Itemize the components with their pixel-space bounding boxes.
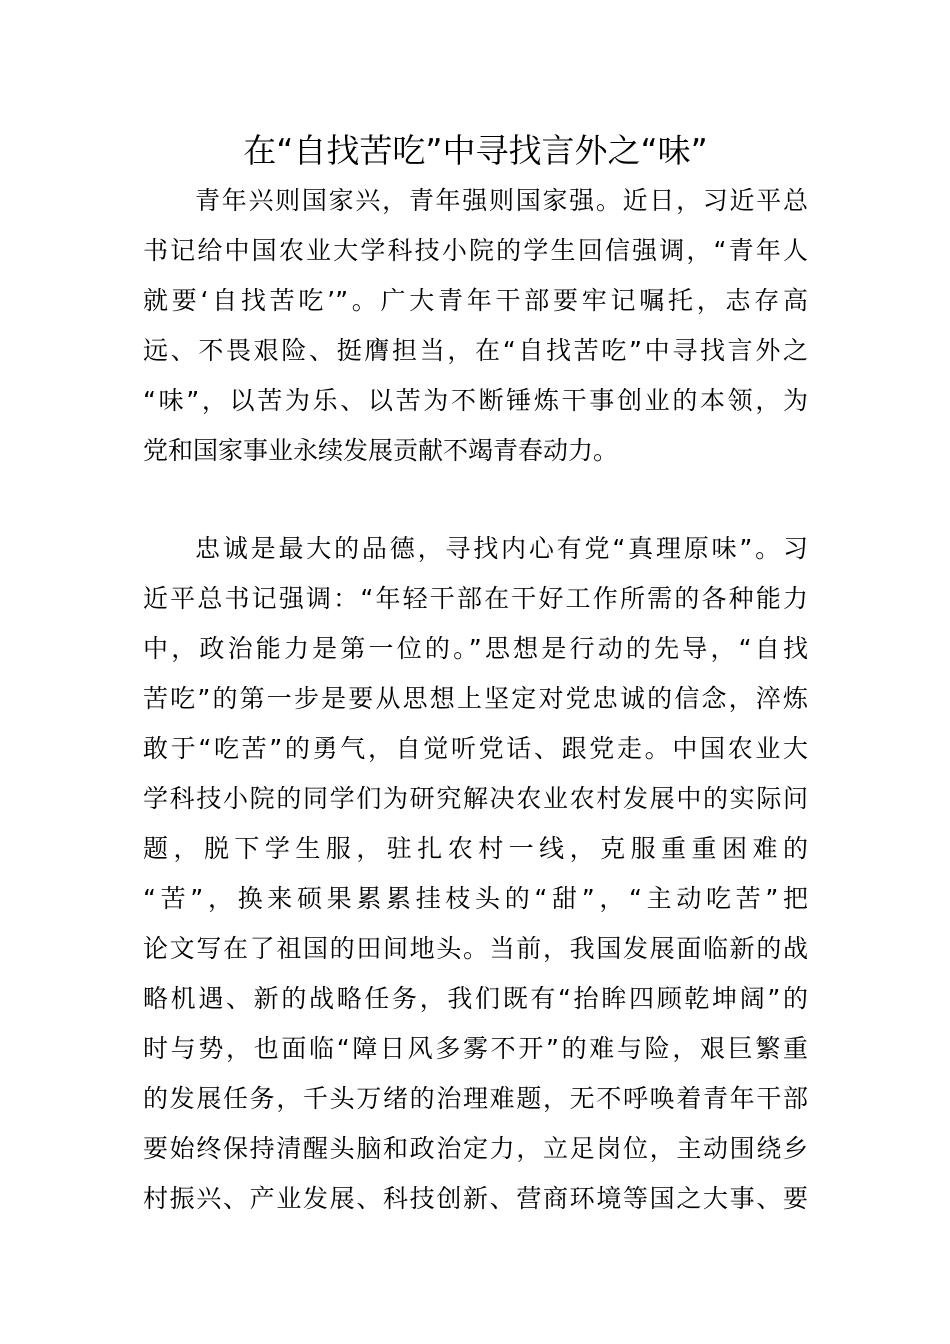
paragraph-1 <box>143 176 808 476</box>
paragraph-line: 题，脱下学生服，驻扎农村一线，克服重重困难的 <box>143 834 808 863</box>
paragraph-line: 远、不畏艰险、挺膺担当，在“自找苦吃”中寻找言外之 <box>143 336 808 365</box>
paragraph-line: 青年兴则国家兴，青年强则国家强。近日，习近平总 <box>195 186 808 215</box>
paragraph-line: 近平总书记强调：“年轻干部在干好工作所需的各种能力 <box>143 584 808 613</box>
paragraph-line: 略机遇、新的战略任务，我们既有“抬眸四顾乾坤阔”的 <box>143 984 808 1013</box>
paragraph-line: 的发展任务，千头万绪的治理难题，无不呼唤着青年干部 <box>143 1084 808 1113</box>
paragraph-line: 论文写在了祖国的田间地头。当前，我国发展面临新的战 <box>143 934 808 963</box>
paragraph-line: 时与势，也面临“障日风多雾不开”的难与险，艰巨繁重 <box>143 1034 808 1063</box>
paragraph-line: 忠诚是最大的品德，寻找内心有党“真理原味”。习 <box>195 534 808 563</box>
paragraph-line: 就要‘自找苦吃’”。广大青年干部要牢记嘱托，志存高 <box>143 286 808 315</box>
paragraph-line: 苦吃”的第一步是要从思想上坚定对党忠诚的信念，淬炼 <box>143 684 808 713</box>
paragraph-line: “味”，以苦为乐、以苦为不断锤炼干事创业的本领，为 <box>143 386 808 415</box>
paragraph-line: 要始终保持清醒头脑和政治定力，立足岗位，主动围绕乡 <box>143 1134 808 1163</box>
paragraph-line: “苦”，换来硕果累累挂枝头的“甜”，“主动吃苦”把 <box>143 884 808 913</box>
paragraph-line: 村振兴、产业发展、科技创新、营商环境等国之大事、要 <box>143 1184 808 1213</box>
paragraph-line: 书记给中国农业大学科技小院的学生回信强调，“青年人 <box>143 236 808 265</box>
paragraph-line: 敢于“吃苦”的勇气，自觉听党话、跟党走。中国农业大 <box>143 734 808 763</box>
paragraph-line: 学科技小院的同学们为研究解决农业农村发展中的实际问 <box>143 784 808 813</box>
paragraph-2 <box>143 524 808 1224</box>
document-title: 在“自找苦吃”中寻找言外之“味” <box>243 131 708 170</box>
paragraph-line: 中，政治能力是第一位的。”思想是行动的先导，“自找 <box>143 634 808 663</box>
paragraph-line: 党和国家事业永续发展贡献不竭青春动力。 <box>143 436 619 465</box>
